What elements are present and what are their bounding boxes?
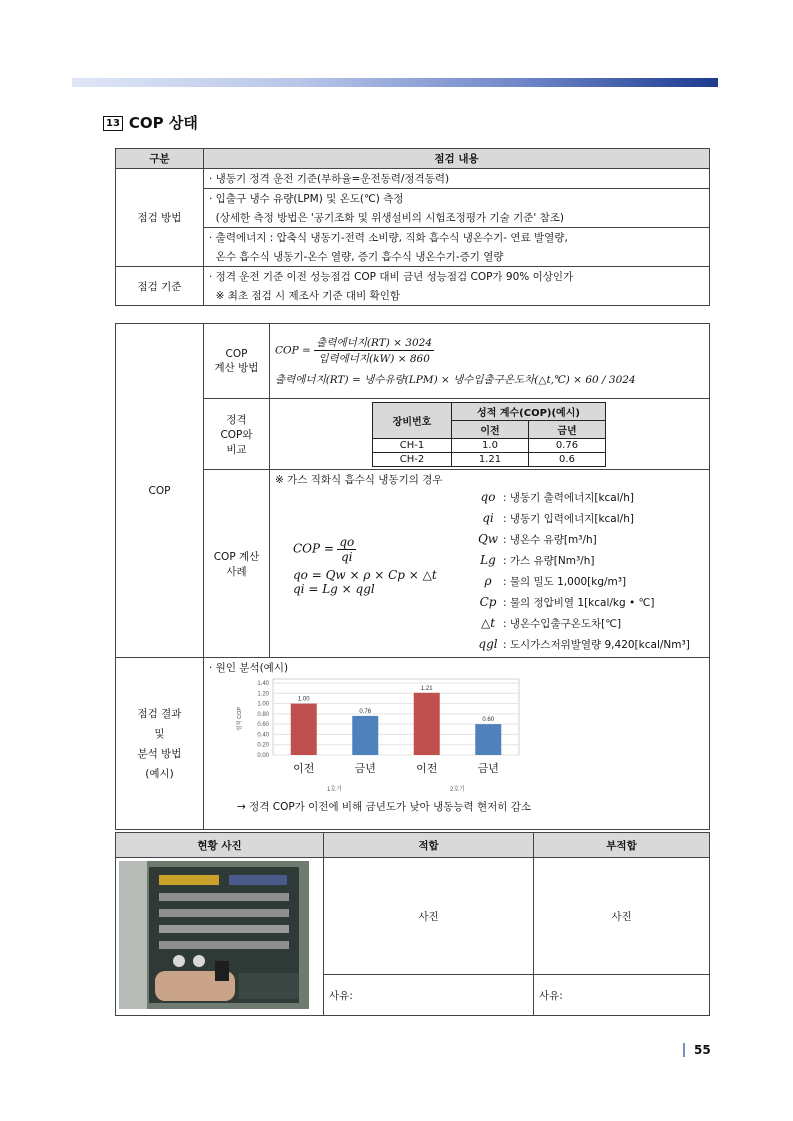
- method-line-3: (상세한 측정 방법은 '공기조화 및 위생설비의 시험조정평가 기술 기준' 참조): [204, 208, 710, 228]
- y-tick-label: 1.20: [257, 691, 269, 698]
- page-number: 55: [683, 1043, 711, 1057]
- y-axis-label: 성적 COP: [237, 706, 243, 732]
- row-1-id: CH-1: [373, 438, 452, 452]
- fail-reason-label: 사유:: [539, 989, 563, 1002]
- variable-symbol: qo: [480, 490, 496, 504]
- table-row: [373, 438, 606, 452]
- variable-desc: : 도시가스저위발열량 9,420[kcal/Nm³]: [503, 639, 690, 651]
- header-category: 구분: [116, 149, 204, 169]
- y-tick-label: 0.60: [257, 722, 269, 729]
- calc-denominator: 입력에너지(kW) × 860: [318, 353, 430, 365]
- method-line-1: · 냉동기 정격 운전 기준(부하율=운전동력/정격동력): [204, 169, 710, 189]
- data-label: 1.21: [420, 685, 433, 692]
- calc-method-label: COP 계산 방법: [204, 324, 270, 399]
- variable-row: [473, 550, 690, 571]
- x-tick-label: 금년: [354, 762, 376, 775]
- bar: [475, 724, 501, 755]
- example-formula-2: qo = Qw × ρ × Cp × △t: [293, 568, 437, 582]
- variable-desc: : 물의 정압비열 1[kcal/kg • ℃]: [503, 597, 655, 609]
- method-line-5: 온수 흡수식 냉동기-온수 열량, 증기 흡수식 냉온수기-증기 열량: [204, 247, 710, 267]
- y-tick-label: 1.40: [257, 681, 269, 687]
- variable-desc: : 가스 유량[Nm³/h]: [503, 555, 595, 567]
- compare-label: 정격 COP와 비교: [204, 399, 270, 470]
- fail-reason-cell: [534, 975, 710, 1016]
- variable-symbol: Qw: [477, 532, 499, 546]
- pass-photo-text: 사진: [418, 910, 439, 923]
- x-tick-label: 이전: [293, 762, 315, 775]
- variable-symbol: qi: [482, 511, 494, 525]
- example-cell: [270, 470, 710, 658]
- variable-desc: : 냉온수 유량[m³/h]: [503, 534, 597, 546]
- header-pass: 적합: [324, 833, 534, 858]
- variable-symbol: qgl: [478, 637, 498, 651]
- table-row: [373, 452, 606, 466]
- variable-row: [473, 592, 690, 613]
- bar: [291, 704, 317, 755]
- variable-row: [473, 571, 690, 592]
- variable-symbol: △t: [480, 616, 496, 630]
- pass-photo-cell: [324, 858, 534, 975]
- col-after: 금년: [529, 420, 606, 438]
- example-formula-3: qi = Lg × qgl: [293, 582, 375, 596]
- bar: [414, 693, 440, 755]
- criteria-line-2: ※ 최초 점검 시 제조사 기준 대비 확인함: [204, 286, 710, 306]
- pass-reason-label: 사유:: [329, 989, 353, 1002]
- inspection-criteria-table: [115, 148, 710, 306]
- section-number: 13: [103, 116, 123, 131]
- y-tick-label: 1.00: [257, 701, 269, 708]
- row-2-after: 0.6: [529, 452, 606, 466]
- variable-desc: : 냉동기 출력에너지[kcal/h]: [503, 492, 634, 504]
- variable-desc: : 냉동기 입력에너지[kcal/h]: [503, 513, 634, 525]
- variable-row: [473, 487, 690, 508]
- example-formula-lhs: COP =: [293, 541, 334, 556]
- bar: [352, 716, 378, 755]
- variable-desc: : 물의 밀도 1,000[kg/m³]: [503, 576, 627, 588]
- method-line-2: · 입출구 냉수 유량(LPM) 및 온도(℃) 측정: [204, 189, 710, 209]
- header-photo: 현황 사진: [116, 833, 324, 858]
- y-tick-label: 0.00: [257, 753, 269, 759]
- site-photo-cell: [116, 858, 324, 1016]
- calc-fraction: [314, 335, 434, 366]
- result-heading: · 원인 분석(예시): [209, 662, 289, 674]
- calc-numerator: 출력에너지(RT) × 3024: [316, 337, 433, 349]
- method-line-4: · 출력에너지 : 압축식 냉동기-전력 소비량, 직화 흡수식 냉온수기- 연료 발열량,: [204, 228, 710, 248]
- header-fail: 부적합: [534, 833, 710, 858]
- photo-table: [115, 832, 710, 1016]
- compare-cell: [270, 399, 710, 470]
- y-tick-label: 0.40: [257, 732, 269, 739]
- variable-desc: : 냉온수입출구온도차[℃]: [503, 618, 622, 630]
- result-cell: [204, 658, 710, 830]
- x-tick-label: 금년: [477, 762, 499, 775]
- data-label: 1.00: [297, 696, 310, 703]
- col-group: 성적 계수(COP)(예시): [452, 402, 606, 420]
- example-label: COP 계산 사례: [204, 470, 270, 658]
- result-label: 점검 결과 및 분석 방법 (예시): [116, 658, 204, 830]
- row-2-before: 1.21: [452, 452, 529, 466]
- variable-row: [473, 529, 690, 550]
- criteria-label: 점검 기준: [116, 267, 204, 306]
- row-2-id: CH-2: [373, 452, 452, 466]
- method-label: 점검 방법: [116, 169, 204, 267]
- example-denominator: qi: [341, 550, 353, 564]
- cop-detail-table: [115, 323, 710, 830]
- x-tick-label: 이전: [416, 762, 438, 775]
- fail-photo-text: 사진: [611, 910, 632, 923]
- example-fraction: [337, 535, 356, 564]
- group-label: 1호기: [327, 787, 342, 793]
- variable-row: [473, 634, 690, 655]
- header-gradient-bar: [72, 78, 718, 87]
- group-label: 2호기: [450, 787, 465, 793]
- fail-photo-cell: [534, 858, 710, 975]
- data-label: 0.60: [482, 717, 495, 724]
- data-label: 0.76: [359, 708, 372, 715]
- calc-lhs: COP =: [275, 344, 311, 357]
- variable-row: [473, 508, 690, 529]
- variable-symbol: Cp: [479, 595, 497, 609]
- cop-bar-chart: [229, 675, 529, 797]
- row-1-after: 0.76: [529, 438, 606, 452]
- criteria-line-1: · 정격 운전 기준 이전 성능점검 COP 대비 금년 성능점검 COP가 90% 이상인가: [204, 267, 710, 287]
- y-tick-label: 0.80: [257, 711, 269, 718]
- calc-method-cell: [270, 324, 710, 399]
- variable-list: [473, 487, 690, 655]
- site-photo: [119, 861, 309, 1009]
- example-note: ※ 가스 직화식 흡수식 냉동기의 경우: [275, 474, 443, 486]
- cop-label: COP: [116, 324, 204, 658]
- variable-symbol: ρ: [484, 574, 492, 588]
- variable-row: [473, 613, 690, 634]
- pass-reason-cell: [324, 975, 534, 1016]
- example-numerator: qo: [339, 535, 355, 549]
- compare-table: [372, 402, 606, 467]
- col-before: 이전: [452, 420, 529, 438]
- calc-line-2: 출력에너지(RT) = 냉수유량(LPM) × 냉수입출구온도차(△t,℃) × 60 / 3024: [275, 374, 636, 386]
- section-title-text: COP 상태: [128, 114, 198, 132]
- y-tick-label: 0.20: [257, 742, 269, 749]
- row-1-before: 1.0: [452, 438, 529, 452]
- section-title: [103, 112, 198, 133]
- header-content: 점검 내용: [204, 149, 710, 169]
- variable-symbol: Lg: [480, 553, 496, 567]
- col-equipment: 장비번호: [373, 402, 452, 438]
- result-conclusion: → 정격 COP가 이전에 비해 금년도가 낮아 냉동능력 현저히 감소: [237, 801, 532, 813]
